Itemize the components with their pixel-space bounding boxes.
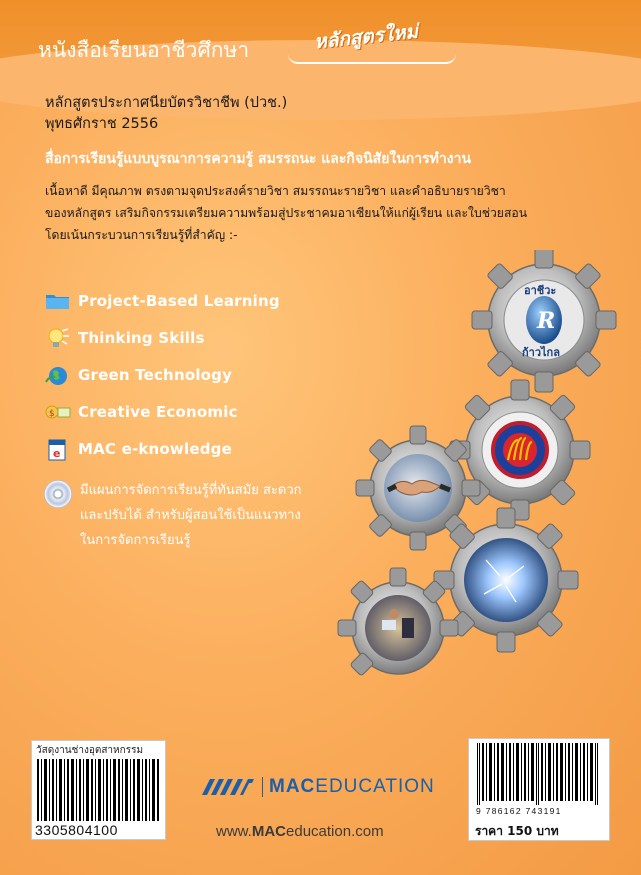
course-barcode-box (31, 740, 166, 840)
gear-top-label-lower: ก้าวไกล (522, 346, 560, 359)
curriculum-info (45, 93, 287, 135)
publisher-brand (269, 776, 435, 798)
series-title: หนังสือเรียนอาชีวศึกษา (38, 38, 250, 62)
feature-item (44, 430, 280, 467)
description-line: โดยเน้นกระบวนการเรียนรู้ที่สำคัญ :- (45, 228, 238, 242)
feature-label: Creative Economic (78, 402, 238, 421)
feature-label: Thinking Skills (78, 328, 205, 347)
svg-text:e: e (53, 446, 61, 460)
brand-rest: EDUCATION (315, 776, 435, 797)
feature-label: Project-Based Learning (78, 291, 280, 310)
feature-label: MAC e-knowledge (78, 439, 232, 458)
gear-top-emblem: R (537, 308, 556, 334)
price-label: ราคา 150 บาท (475, 824, 559, 838)
web-prefix: www. (216, 823, 252, 840)
gear-top-label-upper: อาชีวะ (524, 284, 557, 297)
feature-list (44, 282, 280, 467)
course-barcode (36, 759, 162, 821)
feature-item (44, 282, 280, 319)
svg-text:$: $ (49, 408, 55, 419)
lesson-plan-line: และปรับได้ สำหรับผู้สอนใช้เป็นแนวทาง (80, 508, 301, 523)
description-line: ของหลักสูตร เสริมกิจกรรมเตรียมความพร้อมสู่ประชาคมอาเซียนให้แก่ผู้เรียน และใบช่วยสอน (45, 206, 528, 220)
mac-logo-icon (200, 777, 256, 797)
feature-item (44, 356, 280, 393)
lesson-plan-line: ในการจัดการเรียนรู้ (80, 533, 191, 548)
brand-bold: MAC (269, 776, 316, 797)
web-suffix: education.com (286, 823, 384, 840)
feature-item (44, 319, 280, 356)
gear-asean (450, 380, 590, 520)
curriculum-year: พุทธศักราช 2556 (45, 116, 159, 132)
lesson-plan-note (44, 478, 360, 553)
e-book-icon (44, 438, 72, 460)
gear-top (472, 250, 616, 392)
money-icon (44, 401, 72, 423)
logo-separator (262, 777, 263, 797)
description (45, 180, 605, 246)
tagline: สื่อการเรียนรู้แบบบูรณาการความรู้ สมรรถนะ และกิจนิสัยในการทำงาน (45, 151, 472, 167)
feature-item (44, 393, 280, 430)
web-bold: MAC (251, 823, 287, 840)
lesson-plan-text (80, 478, 360, 553)
folder-icon (44, 290, 72, 312)
curriculum-name: หลักสูตรประกาศนียบัตรวิชาชีพ (ปวช.) (45, 95, 288, 111)
gears-illustration (320, 250, 641, 680)
new-curriculum-badge: หลักสูตรใหม่ (313, 20, 420, 54)
isbn-barcode (475, 743, 605, 805)
feature-label: Green Technology (78, 365, 233, 384)
cd-icon (44, 480, 72, 508)
lesson-plan-line: มีแผนการจัดการเรียนรู้ที่ทันสมัย สะดวก (80, 483, 302, 498)
description-line: เนื้อหาดี มีคุณภาพ ตรงตามจุดประสงค์รายวิชา สมรรถนะรายวิชา และคำอธิบายรายวิชา (45, 184, 506, 198)
course-code: 3305804100 (35, 822, 118, 838)
lightbulb-icon (44, 327, 72, 349)
publisher-website[interactable] (216, 823, 384, 840)
badge-swoosh (288, 54, 456, 64)
globe-icon (44, 364, 72, 386)
course-category-label: วัสดุงานช่างอุตสาหกรรม (36, 745, 144, 756)
isbn-barcode-box (468, 738, 610, 841)
publisher-logo (200, 776, 435, 798)
isbn-number: 9 786162 743191 (476, 806, 562, 816)
